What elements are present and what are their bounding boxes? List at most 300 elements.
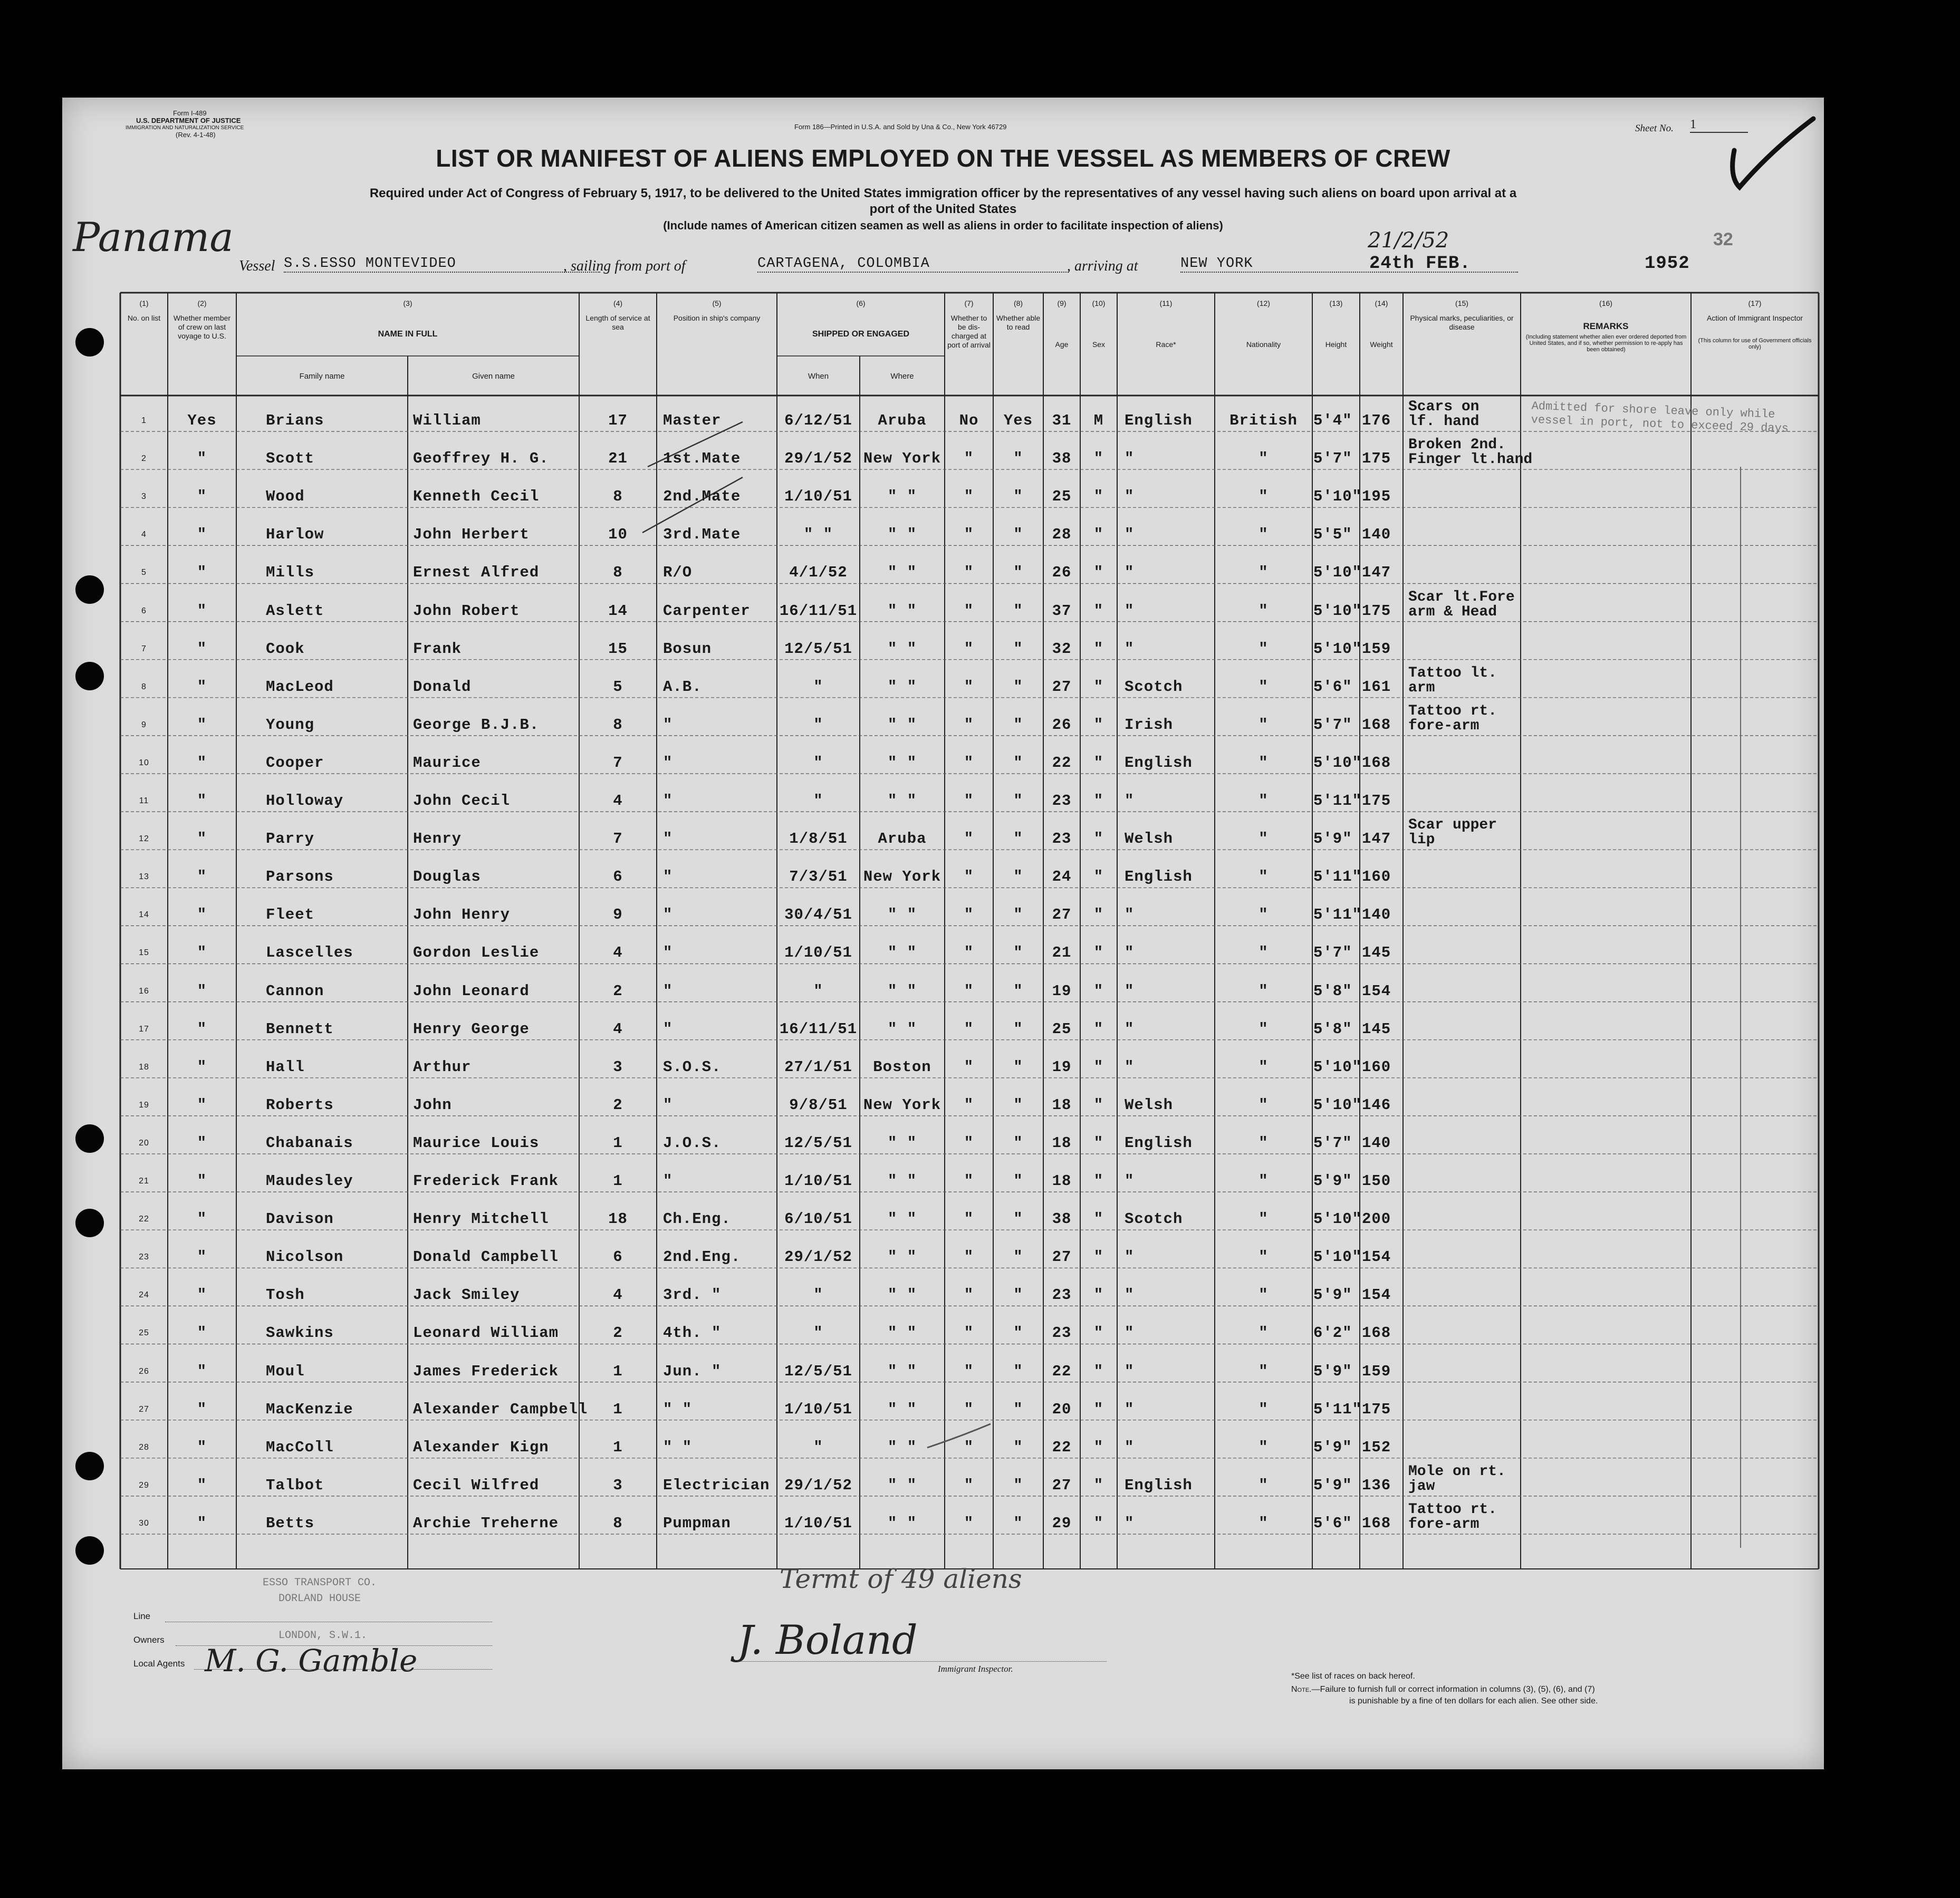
cell-where: " "	[887, 678, 917, 696]
column-number: (5)	[712, 299, 722, 307]
cell-given: John Henry	[413, 906, 511, 924]
revision: (Rev. 4-1-48)	[176, 131, 216, 139]
cell-sex: "	[1093, 792, 1104, 810]
cell-no: 18	[139, 1062, 149, 1072]
cell-given: Maurice Louis	[413, 1134, 540, 1152]
cell-weight: 175	[1362, 602, 1391, 620]
cell-family: Parry	[266, 830, 315, 848]
cell-position: 1st.Mate	[663, 450, 741, 468]
cell-family: MacKenzie	[266, 1400, 353, 1418]
cell-nat: "	[1258, 1514, 1269, 1532]
cell-where: " "	[887, 1172, 917, 1190]
cell-race: "	[1125, 1362, 1135, 1380]
cell-height: 5'9"	[1313, 1438, 1352, 1456]
cell-age: 37	[1052, 602, 1072, 620]
arrival-date: 24th FEB.	[1369, 254, 1471, 274]
cell-age: 18	[1052, 1172, 1072, 1190]
cell-given: Ernest Alfred	[413, 564, 540, 582]
cell-position: 3rd.Mate	[663, 526, 741, 544]
column-number: (13)	[1329, 299, 1343, 307]
cell-sex: "	[1093, 640, 1104, 658]
cell-height: 5'7"	[1313, 716, 1352, 734]
cell-height: 5'10"	[1313, 640, 1362, 658]
cell-race: "	[1125, 1286, 1135, 1304]
cell-when: "	[813, 1438, 823, 1456]
cell-when: 1/10/51	[784, 1514, 852, 1532]
binder-hole	[75, 328, 104, 357]
cell-nat: "	[1258, 868, 1269, 886]
cell-sex: "	[1093, 1438, 1104, 1456]
cell-disch: "	[964, 1362, 974, 1380]
cell-height: 5'10"	[1313, 1210, 1362, 1228]
requirement-line-2: port of the United States	[869, 202, 1017, 216]
cell-height: 5'8"	[1313, 1020, 1352, 1038]
cell-where: " "	[887, 906, 917, 924]
cell-where: Aruba	[878, 412, 927, 429]
column-label: Position in ship's company	[673, 314, 761, 322]
cell-disch: "	[964, 1210, 974, 1228]
cell-marks: Tattoo rt. fore-arm	[1408, 702, 1497, 734]
column-number: (16)	[1599, 299, 1612, 307]
cell-when: 1/8/51	[789, 830, 848, 848]
cell-family: Chabanais	[266, 1134, 353, 1152]
table-row	[62, 396, 1824, 433]
cell-weight: 161	[1362, 678, 1391, 696]
cell-where: " "	[887, 602, 917, 620]
cell-age: 29	[1052, 1514, 1072, 1532]
cell-where: " "	[887, 640, 917, 658]
cell-race: "	[1125, 602, 1135, 620]
cell-given: William	[413, 412, 481, 429]
cell-service: 1	[613, 1400, 623, 1418]
cell-service: 2	[613, 1324, 623, 1342]
cell-no: 25	[139, 1328, 149, 1338]
cell-given: George B.J.B.	[413, 716, 540, 734]
cell-race: Irish	[1125, 716, 1174, 734]
cell-nat: "	[1258, 1172, 1269, 1190]
cell-where: " "	[887, 1438, 917, 1456]
cell-disch: "	[964, 450, 974, 468]
cell-nat: "	[1258, 754, 1269, 772]
cell-nat: "	[1258, 526, 1269, 544]
cell-no: 3	[141, 492, 147, 502]
cell-height: 5'8"	[1313, 982, 1352, 1000]
cell-marks: Mole on rt. jaw	[1408, 1463, 1506, 1495]
cell-given: Henry George	[413, 1020, 530, 1038]
cell-when: 7/3/51	[789, 868, 848, 886]
cell-position: "	[663, 944, 673, 962]
cell-last: "	[197, 982, 207, 1000]
cell-nat: "	[1258, 1362, 1269, 1380]
cell-race: "	[1125, 1438, 1135, 1456]
cell-disch: "	[964, 716, 974, 734]
cell-sex: "	[1093, 1400, 1104, 1418]
cell-position: J.O.S.	[663, 1134, 722, 1152]
cell-given: Henry Mitchell	[413, 1210, 549, 1228]
cell-age: 25	[1052, 1020, 1072, 1038]
cell-last: "	[197, 564, 207, 582]
cell-age: 27	[1052, 678, 1072, 696]
cell-read: "	[1013, 1514, 1023, 1532]
cell-family: Betts	[266, 1514, 315, 1532]
cell-service: 6	[613, 1248, 623, 1266]
cell-race: English	[1125, 754, 1193, 772]
requirement-line-1: Required under Act of Congress of February 5, 1917, to be delivered to the United States immigration officer by the representatives of any vessel having such aliens on board upon arrival at a	[369, 186, 1517, 200]
column-label: Race*	[1156, 340, 1176, 349]
cell-position: Electrician	[663, 1476, 770, 1494]
cell-sex: "	[1093, 1248, 1104, 1266]
cell-family: Holloway	[266, 792, 344, 810]
cell-race: "	[1125, 982, 1135, 1000]
cell-nat: "	[1258, 602, 1269, 620]
cell-when: 1/10/51	[784, 1172, 852, 1190]
cell-service: 3	[613, 1058, 623, 1076]
cell-position: "	[663, 830, 673, 848]
cell-family: Cooper	[266, 754, 324, 772]
cell-sex: "	[1093, 1020, 1104, 1038]
given-name-header: Given name	[472, 372, 515, 381]
cell-weight: 152	[1362, 1438, 1391, 1456]
cell-family: Mills	[266, 564, 315, 582]
inspector-stamp: Admitted for shore leave only while vessel in port, not to exceed 29 days	[1531, 399, 1789, 436]
binder-hole	[75, 1124, 104, 1153]
cell-when: 16/11/51	[779, 1020, 858, 1038]
cell-no: 14	[139, 910, 149, 920]
cell-when: 29/1/52	[784, 450, 852, 468]
cell-when: "	[813, 754, 823, 772]
when-header: When	[808, 372, 829, 381]
line-label: Line	[133, 1611, 151, 1621]
cell-last: "	[197, 716, 207, 734]
cell-weight: 154	[1362, 982, 1391, 1000]
cell-weight: 147	[1362, 830, 1391, 848]
cell-position: Carpenter	[663, 602, 751, 620]
cell-race: English	[1125, 868, 1193, 886]
cell-no: 4	[141, 530, 147, 539]
service: IMMIGRATION AND NATURALIZATION SERVICE	[126, 125, 244, 131]
cell-race: "	[1125, 1058, 1135, 1076]
cell-sex: "	[1093, 830, 1104, 848]
cell-race: Scotch	[1125, 1210, 1183, 1228]
cell-weight: 140	[1362, 1134, 1391, 1152]
binder-hole	[75, 1536, 104, 1565]
cell-no: 20	[139, 1138, 149, 1148]
cell-last: "	[197, 1172, 207, 1190]
cell-position: S.O.S.	[663, 1058, 722, 1076]
binder-hole	[75, 575, 104, 604]
column-label: Action of Immigrant Inspector	[1706, 314, 1803, 322]
cell-no: 27	[139, 1404, 149, 1414]
cell-when: "	[813, 792, 823, 810]
cell-service: 7	[613, 830, 623, 848]
cell-where: " "	[887, 526, 917, 544]
cell-nat: "	[1258, 1476, 1269, 1494]
cell-weight: 168	[1362, 754, 1391, 772]
cell-race: "	[1125, 944, 1135, 962]
cell-family: Moul	[266, 1362, 305, 1380]
cell-service: 1	[613, 1362, 623, 1380]
cell-when: 29/1/52	[784, 1476, 852, 1494]
column-label: Whether member of crew on last voyage to U.S.	[173, 314, 231, 340]
cell-height: 5'4"	[1313, 412, 1352, 429]
cell-last: "	[197, 640, 207, 658]
cell-last: "	[197, 1020, 207, 1038]
cell-sex: "	[1093, 564, 1104, 582]
cell-no: 12	[139, 834, 149, 844]
column-number: (17)	[1748, 299, 1762, 307]
cell-where: " "	[887, 1514, 917, 1532]
cell-given: Alexander Campbell	[413, 1400, 588, 1418]
column-label: No. on list	[127, 314, 161, 322]
cell-given: Kenneth Cecil	[413, 488, 540, 506]
cell-given: Donald Campbell	[413, 1248, 559, 1266]
cell-sex: "	[1093, 1476, 1104, 1494]
cell-last: "	[197, 1096, 207, 1114]
cell-disch: "	[964, 906, 974, 924]
table-row	[62, 1460, 1824, 1498]
cell-sex: "	[1093, 526, 1104, 544]
cell-read: "	[1013, 982, 1023, 1000]
cell-marks: Tattoo rt. fore-arm	[1408, 1501, 1497, 1533]
cell-race: "	[1125, 1514, 1135, 1532]
cell-sex: "	[1093, 716, 1104, 734]
cell-given: John Leonard	[413, 982, 530, 1000]
cell-disch: "	[964, 640, 974, 658]
cell-given: Gordon Leslie	[413, 944, 540, 962]
cell-disch: "	[964, 564, 974, 582]
cell-when: "	[813, 716, 823, 734]
cell-sex: "	[1093, 754, 1104, 772]
cell-service: 2	[613, 1096, 623, 1114]
cell-age: 25	[1052, 488, 1072, 506]
cell-disch: "	[964, 678, 974, 696]
cell-given: Donald	[413, 678, 472, 696]
cell-when: 1/10/51	[784, 944, 852, 962]
cell-when: 1/10/51	[784, 488, 852, 506]
cell-position: Master	[663, 412, 722, 429]
cell-position: Pumpman	[663, 1514, 731, 1532]
cell-disch: "	[964, 1324, 974, 1342]
cell-when: 30/4/51	[784, 906, 852, 924]
cell-age: 23	[1052, 1286, 1072, 1304]
cell-position: Ch.Eng.	[663, 1210, 731, 1228]
column-number: (6)	[856, 299, 866, 307]
cell-service: 8	[613, 564, 623, 582]
department: U.S. DEPARTMENT OF JUSTICE	[136, 117, 241, 124]
cell-last: Yes	[187, 412, 217, 429]
sheet-number: 1	[1690, 118, 1748, 133]
cell-age: 18	[1052, 1096, 1072, 1114]
cell-height: 5'7"	[1313, 1134, 1352, 1152]
cell-where: " "	[887, 716, 917, 734]
cell-nat: "	[1258, 1324, 1269, 1342]
cell-service: 4	[613, 1286, 623, 1304]
cell-given: John Cecil	[413, 792, 511, 810]
column-label: Nationality	[1246, 340, 1281, 349]
agent-signature: M. G. Gamble	[205, 1643, 418, 1679]
cell-weight: 154	[1362, 1248, 1391, 1266]
cell-height: 5'7"	[1313, 450, 1352, 468]
cell-last: "	[197, 906, 207, 924]
table-row	[62, 547, 1824, 585]
cell-where: " "	[887, 1400, 917, 1418]
cell-disch: "	[964, 488, 974, 506]
cell-sex: "	[1093, 1058, 1104, 1076]
cell-weight: 168	[1362, 1324, 1391, 1342]
cell-age: 22	[1052, 1438, 1072, 1456]
cell-nat: "	[1258, 1438, 1269, 1456]
cell-race: "	[1125, 526, 1135, 544]
cell-last: "	[197, 792, 207, 810]
cell-service: 1	[613, 1438, 623, 1456]
cell-sex: "	[1093, 1172, 1104, 1190]
cell-read: "	[1013, 792, 1023, 810]
cell-disch: "	[964, 1248, 974, 1266]
cell-when: "	[813, 1324, 823, 1342]
cell-disch: "	[964, 1476, 974, 1494]
cell-read: "	[1013, 1058, 1023, 1076]
cell-read: "	[1013, 640, 1023, 658]
cell-age: 19	[1052, 982, 1072, 1000]
cell-given: Leonard William	[413, 1324, 559, 1342]
cell-age: 23	[1052, 830, 1072, 848]
cell-family: Scott	[266, 450, 315, 468]
cell-disch: "	[964, 602, 974, 620]
cell-height: 5'5"	[1313, 526, 1352, 544]
cell-sex: "	[1093, 868, 1104, 886]
cell-marks: Scars on lf. hand	[1408, 399, 1479, 430]
cell-weight: 136	[1362, 1476, 1391, 1494]
table-row	[62, 433, 1824, 471]
cell-weight: 168	[1362, 1514, 1391, 1532]
table-row	[62, 1346, 1824, 1384]
cell-no: 29	[139, 1480, 149, 1490]
table-row	[62, 586, 1824, 624]
cell-nat: "	[1258, 640, 1269, 658]
cell-position: Bosun	[663, 640, 712, 658]
cell-weight: 160	[1362, 1058, 1391, 1076]
cell-position: 2nd.Mate	[663, 488, 741, 506]
cell-disch: "	[964, 944, 974, 962]
cell-race: English	[1125, 1476, 1193, 1494]
cell-height: 5'9"	[1313, 1172, 1352, 1190]
cell-where: " "	[887, 1324, 917, 1342]
cell-disch: "	[964, 754, 974, 772]
cell-family: MacLeod	[266, 678, 334, 696]
cell-age: 19	[1052, 1058, 1072, 1076]
table-row	[62, 1004, 1824, 1042]
printer-note: Form 186—Printed in U.S.A. and Sold by Una & Co., New York 46729	[794, 123, 1007, 131]
cell-service: 8	[613, 716, 623, 734]
cell-given: John	[413, 1096, 452, 1114]
cell-nat: "	[1258, 1400, 1269, 1418]
manifest-sheet	[62, 98, 1824, 1769]
cell-nat: "	[1258, 1020, 1269, 1038]
cell-read: "	[1013, 1096, 1023, 1114]
cell-height: 5'10"	[1313, 488, 1362, 506]
cell-family: Young	[266, 716, 315, 734]
cell-sex: "	[1093, 1362, 1104, 1380]
cell-service: 5	[613, 678, 623, 696]
cell-nat: "	[1258, 1286, 1269, 1304]
cell-where: New York	[863, 450, 941, 468]
cell-sex: "	[1093, 678, 1104, 696]
column-label: Height	[1325, 340, 1347, 349]
cell-weight: 175	[1362, 450, 1391, 468]
cell-service: 4	[613, 792, 623, 810]
cell-family: MacColl	[266, 1438, 334, 1456]
cell-position: "	[663, 1096, 673, 1114]
cell-no: 9	[141, 720, 147, 729]
cell-disch: "	[964, 1134, 974, 1152]
cell-when: "	[813, 982, 823, 1000]
cell-height: 5'10"	[1313, 1096, 1362, 1114]
cell-when: 12/5/51	[784, 1134, 852, 1152]
cell-where: " "	[887, 1248, 917, 1266]
local-agents-label: Local Agents	[133, 1659, 185, 1669]
cell-weight: 145	[1362, 944, 1391, 962]
binder-hole	[75, 662, 104, 690]
cell-nat: "	[1258, 830, 1269, 848]
cell-nat: "	[1258, 488, 1269, 506]
cell-position: "	[663, 754, 673, 772]
cell-given: Frederick Frank	[413, 1172, 559, 1190]
cell-read: "	[1013, 1400, 1023, 1418]
cell-age: 18	[1052, 1134, 1072, 1152]
cell-given: Douglas	[413, 868, 481, 886]
table-row	[62, 662, 1824, 700]
cell-last: "	[197, 602, 207, 620]
cell-when: 29/1/52	[784, 1248, 852, 1266]
table-row	[62, 1422, 1824, 1460]
cell-service: 4	[613, 944, 623, 962]
vessel-label: Vessel	[239, 258, 275, 274]
races-note: *See list of races on back hereof.	[1291, 1672, 1415, 1681]
cell-height: 5'9"	[1313, 830, 1352, 848]
cell-given: Jack Smiley	[413, 1286, 520, 1304]
cell-sex: M	[1093, 412, 1104, 429]
cell-last: "	[197, 488, 207, 506]
cell-age: 23	[1052, 1324, 1072, 1342]
where-header: Where	[890, 372, 914, 381]
cell-family: Sawkins	[266, 1324, 334, 1342]
cell-read: "	[1013, 488, 1023, 506]
cell-given: John Herbert	[413, 526, 530, 544]
cell-race: Welsh	[1125, 1096, 1174, 1114]
cell-read: "	[1013, 1438, 1023, 1456]
column-number: (4)	[613, 299, 623, 307]
cell-last: "	[197, 450, 207, 468]
cell-where: " "	[887, 1210, 917, 1228]
inspector-label: Immigrant Inspector.	[938, 1664, 1013, 1674]
cell-service: 8	[613, 1514, 623, 1532]
cell-given: Geoffrey H. G.	[413, 450, 549, 468]
cell-no: 24	[139, 1290, 149, 1300]
cell-sex: "	[1093, 1324, 1104, 1342]
table-row	[62, 1308, 1824, 1346]
cell-service: 15	[608, 640, 628, 658]
cell-when: 12/5/51	[784, 640, 852, 658]
cell-service: 9	[613, 906, 623, 924]
cell-weight: 146	[1362, 1096, 1391, 1114]
cell-where: " "	[887, 792, 917, 810]
arrival-year: 1952	[1645, 254, 1690, 274]
cell-read: "	[1013, 1248, 1023, 1266]
cell-no: 21	[139, 1177, 149, 1186]
cell-family: Nicolson	[266, 1248, 344, 1266]
cell-race: English	[1125, 1134, 1193, 1152]
cell-weight: 160	[1362, 868, 1391, 886]
